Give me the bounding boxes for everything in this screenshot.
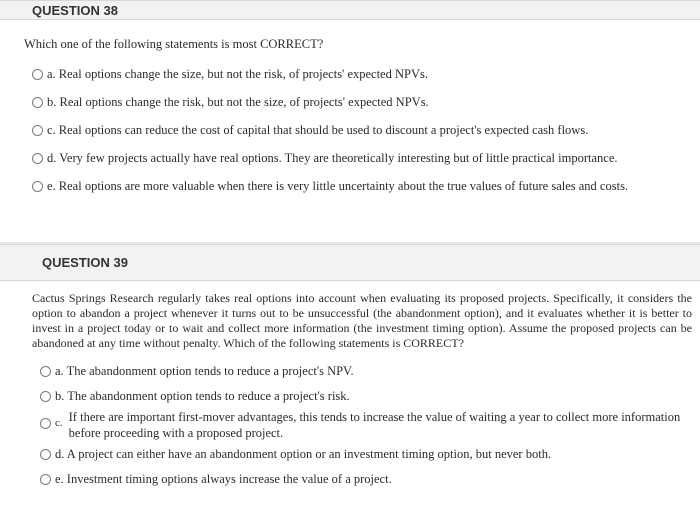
radio-button[interactable] bbox=[32, 181, 43, 192]
q38-option-d-text: d. Very few projects actually have real options. They are theoretically interesting but of little practical importance. bbox=[47, 151, 618, 165]
radio-button[interactable] bbox=[40, 474, 51, 485]
q39-option-b-text: b. The abandonment option tends to reduce a project's risk. bbox=[55, 389, 350, 403]
q39-option-d[interactable] bbox=[32, 442, 692, 466]
radio-button[interactable] bbox=[32, 69, 43, 80]
radio-button[interactable] bbox=[32, 153, 43, 164]
radio-button[interactable] bbox=[32, 125, 43, 136]
question-38-title: QUESTION 38 bbox=[32, 3, 118, 18]
q39-option-a[interactable] bbox=[32, 359, 692, 383]
question-38-options bbox=[24, 60, 688, 200]
question-38-stem: Which one of the following statements is most CORRECT? bbox=[24, 37, 324, 51]
question-38-header bbox=[0, 0, 700, 20]
q39-option-a-text: a. The abandonment option tends to reduce a project's NPV. bbox=[55, 364, 354, 378]
q38-option-d[interactable] bbox=[24, 144, 688, 172]
question-39-options bbox=[32, 359, 692, 491]
q38-option-b-text: b. Real options change the risk, but not the size, of projects' expected NPVs. bbox=[47, 95, 429, 109]
radio-button[interactable] bbox=[40, 449, 51, 460]
question-39-title: QUESTION 39 bbox=[42, 255, 128, 270]
question-39-header bbox=[0, 244, 700, 280]
q39-option-b[interactable] bbox=[32, 384, 692, 408]
q38-option-b[interactable] bbox=[24, 88, 688, 116]
q39-option-c-text: If there are important first-mover advantages, this tends to increase the value of waiting a year to collect more information before proceeding with a proposed project. bbox=[68, 410, 681, 440]
q38-option-a-text: a. Real options change the size, but not the risk, of projects' expected NPVs. bbox=[47, 67, 428, 81]
q38-option-c-text: c. Real options can reduce the cost of capital that should be used to discount a project's expected cash flows. bbox=[47, 123, 589, 137]
q39-option-c[interactable] bbox=[32, 409, 692, 441]
q38-option-e-text: e. Real options are more valuable when there is very little uncertainty about the true values of future sales and costs. bbox=[47, 179, 629, 193]
q39-option-c-letter: c. bbox=[55, 417, 63, 429]
q39-option-d-text: d. A project can either have an abandonment option or an investment timing option, but never both. bbox=[55, 447, 552, 461]
q38-option-c[interactable] bbox=[24, 116, 688, 144]
radio-button[interactable] bbox=[40, 391, 51, 402]
radio-button[interactable] bbox=[40, 366, 51, 377]
radio-button[interactable] bbox=[32, 97, 43, 108]
q38-option-e[interactable] bbox=[24, 172, 688, 200]
radio-button[interactable] bbox=[40, 418, 51, 429]
question-38-body bbox=[0, 20, 700, 242]
q39-option-e[interactable] bbox=[32, 467, 692, 491]
question-39-stem: Cactus Springs Research regularly takes real options into account when evaluating its proposed projects. Specifically, it considers the option to abandon a project whenever it turns out to be unsuccessful (the abandonment option), and it evaluates whether it is better to invest in a project today or to wait and collect more information (the investment timing option). Assume the proposed projects can be abandoned at any time without penalty. Which of the following statements is CORRECT? bbox=[32, 291, 692, 350]
q39-option-e-text: e. Investment timing options always increase the value of a project. bbox=[55, 472, 392, 486]
q38-option-a[interactable] bbox=[24, 60, 688, 88]
question-39-body bbox=[0, 280, 700, 521]
